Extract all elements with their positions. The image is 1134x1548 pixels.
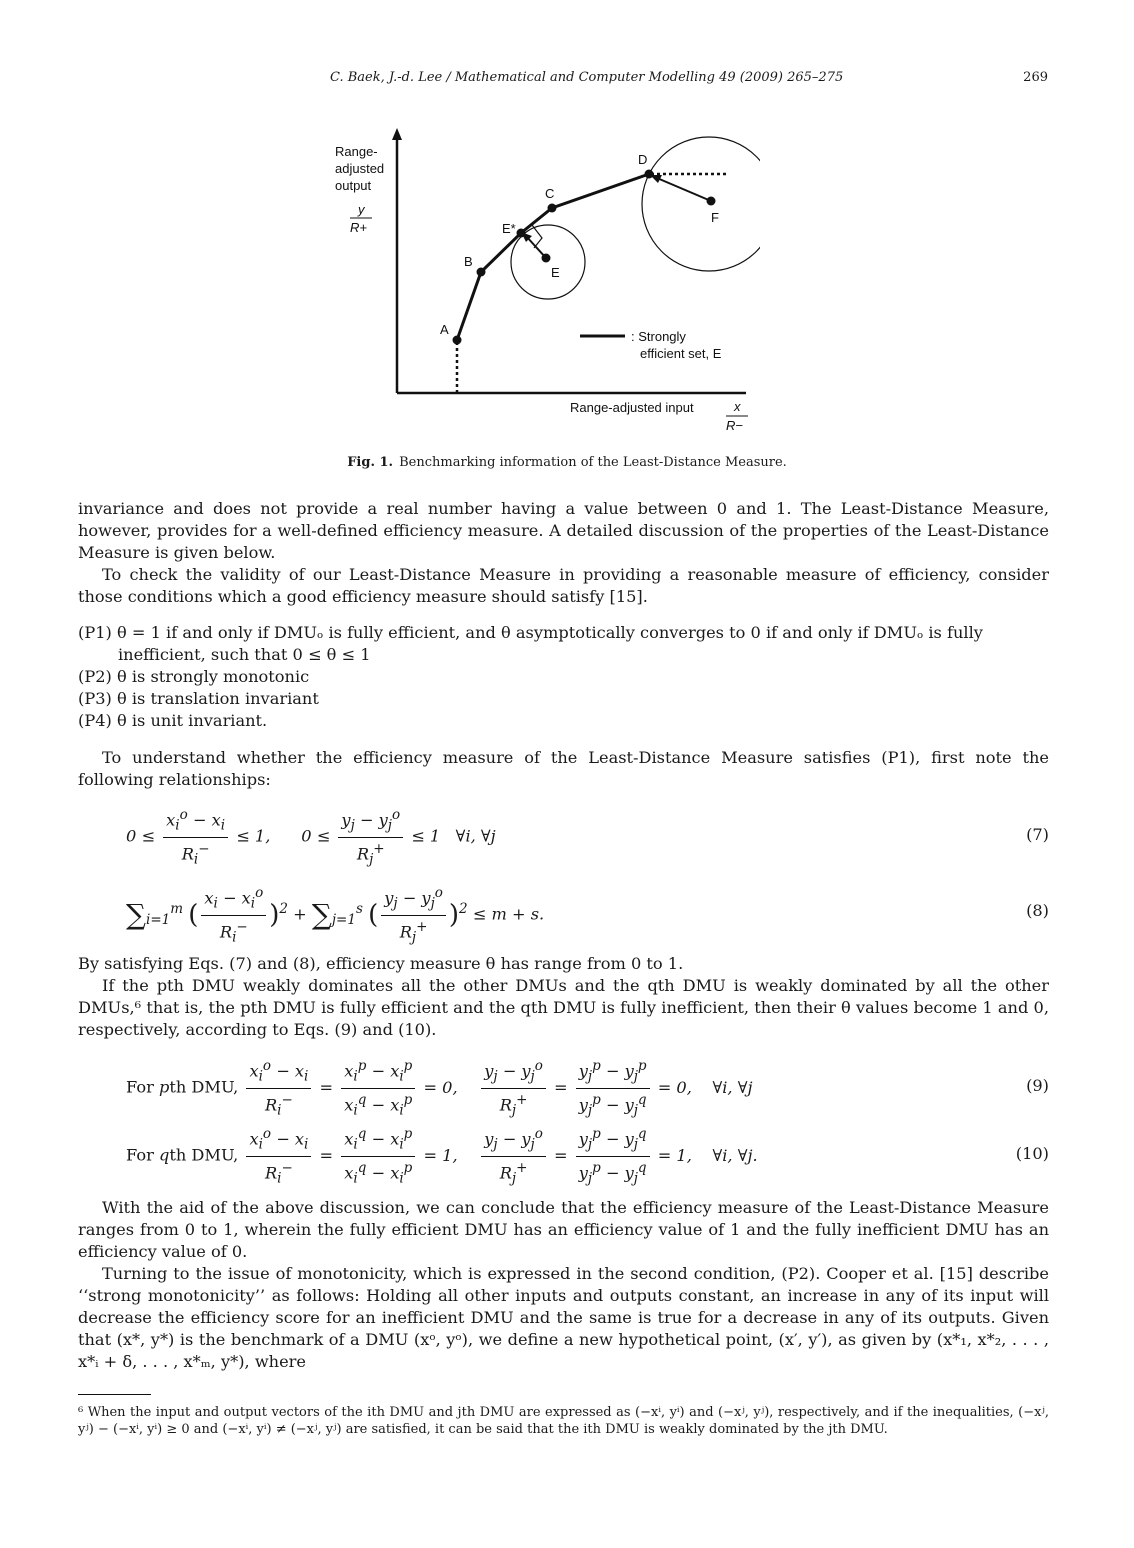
circle-f (642, 137, 760, 271)
label-e-star: E* (502, 221, 516, 236)
point-d (645, 170, 654, 179)
y-axis-arrow (392, 128, 402, 140)
eq10-number: (10) (1015, 1144, 1049, 1163)
caption-label: Fig. 1. (347, 455, 394, 470)
figure-1 (320, 126, 760, 436)
figure-1-diagram (320, 126, 760, 436)
condition-p2: (P2) θ is strongly monotonic (78, 667, 310, 686)
y-fraction-den: R+ (350, 220, 367, 235)
label-d: D (638, 152, 648, 167)
eq8-number: (8) (1026, 901, 1049, 920)
eq9-number: (9) (1026, 1076, 1049, 1095)
legend-line-2: efficient set, E (640, 346, 722, 361)
conditions-list (78, 622, 1049, 732)
body-block-3 (78, 953, 1049, 1041)
point-c (548, 204, 557, 213)
caption-text: Benchmarking information of the Least-Distance Measure. (399, 455, 787, 470)
paragraph-4: By satisfying Eqs. (7) and (8), efficiency measure θ has range from 0 to 1. (78, 954, 684, 973)
label-f: F (711, 210, 719, 225)
equation-8: $\sum_{i=1}^m$ ( $\frac{x_i - x_i^o}{R_i^-}$ )$^2 + \sum_{j=1}^s$ ( $\frac{y_j - y_j^o}{R_j^+}$ )$^2$ ≤ m + s. (8) (78, 876, 1049, 946)
label-a: A (440, 322, 449, 337)
eq7-number: (7) (1026, 825, 1049, 844)
conditions-list-block (78, 622, 1049, 732)
body-block-1 (78, 498, 1049, 608)
y-axis-label-3: output (335, 178, 372, 193)
y-fraction-num: y (358, 202, 365, 217)
body-block-4 (78, 1197, 1049, 1373)
equation-9: For pth DMU, $\frac{x_i^o - x_i}{R_i^-}$ = $\frac{x_i^p - x_i^p}{x_i^q - x_i^p}$ = 0, $\frac{y_j - y_j^o}{R_j^+}$ = $\frac{y_j^p - y_j^p}{y_j^p - y_j^q}$ = 0, ∀i, ∀j (9) (78, 1055, 1049, 1125)
paragraph-5: If the pth DMU weakly dominates all the other DMUs and the qth DMU is weakly dominated by all the other DMUs,⁶ that is, the pth DMU is fully efficient and the qth DMU is fully inefficient, then their θ values become 1 and 0, respectively, according to Eqs. (9) and (10). (78, 976, 1049, 1039)
condition-p4: (P4) θ is unit invariant. (78, 711, 268, 730)
label-c: C (545, 186, 555, 201)
point-e (542, 254, 551, 263)
page-number: 269 (1023, 70, 1048, 85)
running-title: C. Baek, J.-d. Lee / Mathematical and Computer Modelling 49 (2009) 265–275 (330, 70, 844, 85)
paragraph-6: With the aid of the above discussion, we can conclude that the efficiency measure of the Least-Distance Measure ranges from 0 to 1, wherein the fully efficient DMU has an efficiency value of 1 and the fully inefficient DMU has an efficiency value of 0. (78, 1198, 1049, 1261)
body-block-2 (78, 747, 1049, 791)
paragraph-7: Turning to the issue of monotonicity, which is expressed in the second condition, (P2). Cooper et al. [15] describe ‘‘strong monotonicity’’ as follows: Holding all other inputs and outputs constant, an increase in any of its input will decrease the efficiency score for an inefficient DMU and the same is true for a decrease in any of its outputs. Given that (x*, y*) is the benchmark of a DMU (xᵒ, yᵒ), we define a new hypothetical point, (x′, y′), as given by (x*₁, x*₂, . . . , x*ᵢ + δ, . . . , x*ₘ, y*), where (78, 1264, 1049, 1371)
paragraph-2: To check the validity of our Least-Distance Measure in providing a reasonable measure of efficiency, consider those conditions which a good efficiency measure should satisfy [15]. (78, 565, 1049, 606)
point-b (477, 268, 486, 277)
point-e-star (517, 229, 526, 238)
equation-7: 0 ≤ $\frac{x_i^o - x_i}{R_i^-}$ ≤ 1, 0 ≤ $\frac{y_j - y_j^o}{R_j^+}$ ≤ 1 ∀i, ∀j (7) (78, 804, 1049, 874)
x-fraction-den: R− (726, 418, 743, 433)
label-b: B (464, 254, 473, 269)
y-axis-label-1: Range- (335, 144, 378, 159)
point-a (453, 336, 462, 345)
x-axis-label: Range-adjusted input (570, 400, 694, 415)
footnote-6: ⁶ When the input and output vectors of the ith DMU and jth DMU are expressed as (−xⁱ, yⁱ) and (−xʲ, yʲ), respectively, and if the inequalities, (−xʲ, yʲ) − (−xⁱ, yⁱ) ≥ 0 and (−xⁱ, yⁱ) ≠ (−xʲ, yʲ) are satisfied, it can be said that the ith DMU is weakly dominated by the jth DMU. (78, 1405, 1049, 1437)
x-fraction-num: x (734, 399, 741, 414)
label-e: E (551, 265, 560, 280)
y-axis-label-2: adjusted (335, 161, 385, 176)
figure-caption (0, 455, 1134, 470)
paragraph-1: invariance and does not provide a real number having a value between 0 and 1. The Least-Distance Measure, however, provides for a well-defined efficiency measure. A detailed discussion of the properties of the Least-Distance Measure is given below. (78, 499, 1049, 562)
condition-p1: (P1) θ = 1 if and only if DMUₒ is fully efficient, and θ asymptotically converges to 0 if and only if DMUₒ is fully inefficient, such that 0 ≤ θ ≤ 1 (78, 623, 983, 664)
equation-10: For qth DMU, $\frac{x_i^o - x_i}{R_i^-}$ = $\frac{x_i^q - x_i^p}{x_i^q - x_i^p}$ = 1, $\frac{y_j - y_j^o}{R_j^+}$ = $\frac{y_j^p - y_j^q}{y_j^p - y_j^q}$ = 1, ∀i, ∀j. (10) (78, 1123, 1049, 1193)
footnote-rule (78, 1394, 151, 1395)
point-f (707, 197, 716, 206)
legend-line-1: : Strongly (631, 329, 686, 344)
condition-p3: (P3) θ is translation invariant (78, 689, 319, 708)
paragraph-3: To understand whether the efficiency measure of the Least-Distance Measure satisfies (P1), first note the following relationships: (78, 748, 1049, 789)
page-header (0, 70, 1134, 90)
